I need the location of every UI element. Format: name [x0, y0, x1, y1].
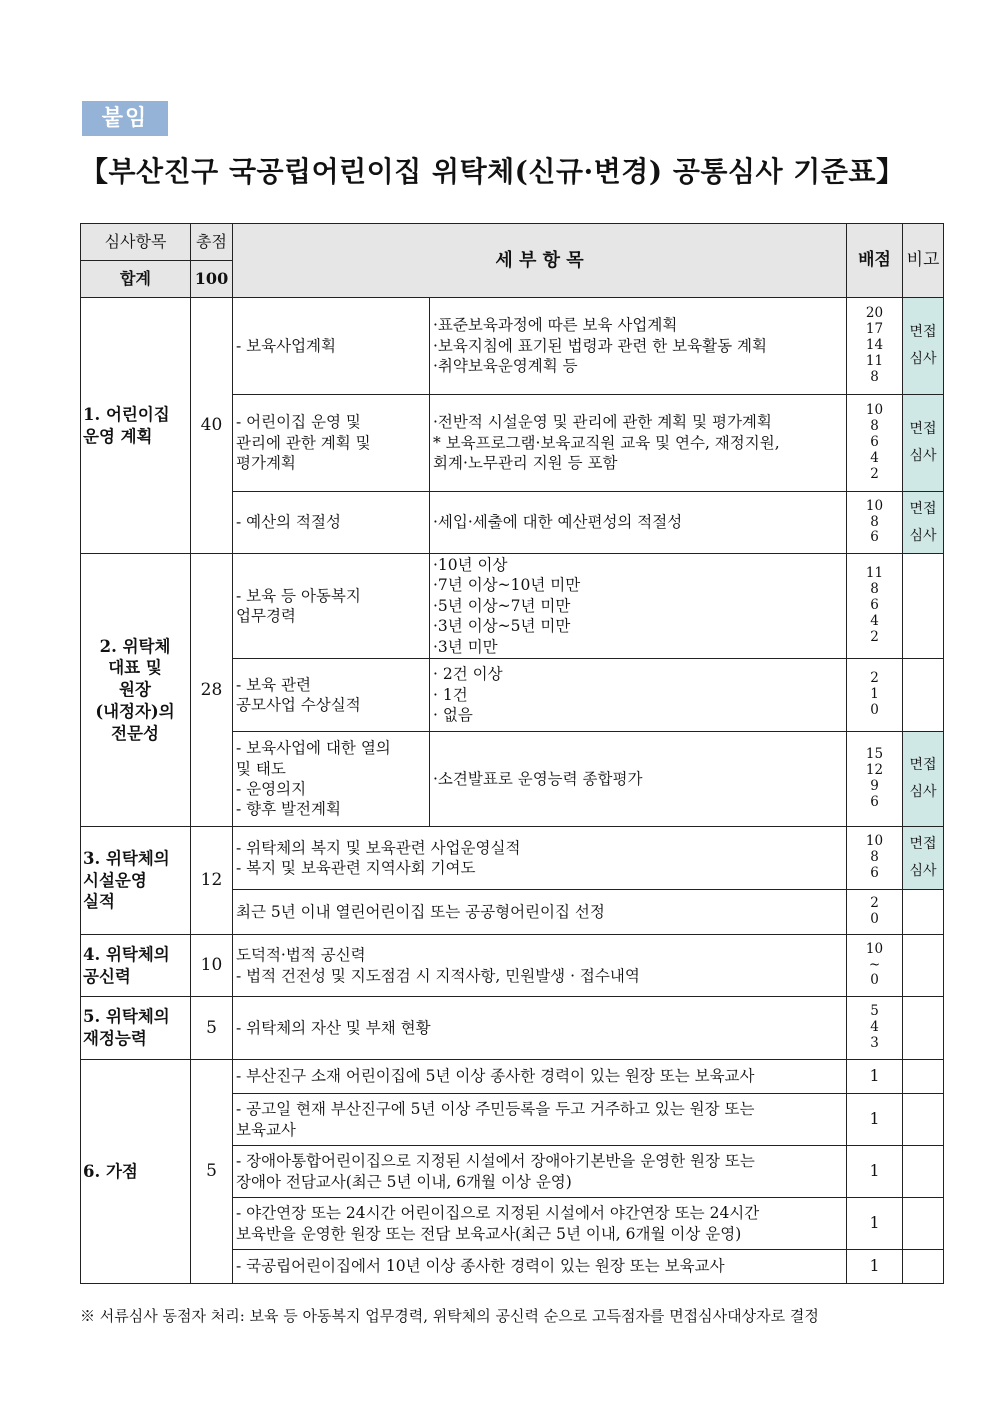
footer-note: ※ 서류심사 동점자 처리: 보육 등 아동복지 업무경력, 위탁체의 공신력 순으로 고득점자를 면접심사대상자로 결정: [80, 1307, 819, 1325]
interview-note: 면접 심사: [909, 836, 937, 879]
category-cell: [81, 997, 191, 1060]
category-cell: [81, 1060, 191, 1284]
points-cell: [847, 492, 903, 554]
points-cell: [847, 827, 903, 890]
sub-item-text: - 예산의 적절성: [236, 513, 341, 532]
points-cell: [847, 298, 903, 395]
table-row: [81, 935, 944, 997]
header-item: 심사항목: [81, 224, 191, 261]
category-cell: [81, 827, 191, 935]
table-row: [81, 1060, 944, 1094]
header-sum: 합계: [81, 261, 191, 298]
header-note: 비고: [903, 224, 944, 298]
note-cell: [903, 1198, 944, 1250]
sub-item-cell: [233, 554, 430, 659]
points-cell: [847, 1060, 903, 1094]
detail-text: ·전반적 시설운영 및 관리에 관한 계획 및 평가계획 * 보육프로그램·보육교직원 교육 및 연수, 재정지원, 회계·노무관리 지원 등 포함: [433, 413, 780, 473]
detail-text: ·세입·세출에 대한 예산편성의 적절성: [433, 513, 683, 532]
section-total: 40: [191, 298, 233, 554]
category-label: 4. 위탁체의 공신력: [83, 944, 170, 986]
sub-item-cell: [233, 732, 430, 827]
sub-item-text: - 어린이집 운영 및 관리에 관한 계획 및 평가계획: [236, 413, 371, 473]
header-points: 배점: [847, 224, 903, 298]
merged-detail-text: - 공고일 현재 부산진구에 5년 이상 주민등록을 두고 거주하고 있는 원장 또는 보육교사: [236, 1100, 755, 1139]
points-cell: [847, 395, 903, 492]
sub-item-cell: [233, 395, 430, 492]
points-value: 1: [869, 1214, 880, 1233]
sub-item-text: - 보육 관련 공모사업 수상실적: [236, 675, 361, 714]
points-cell: [847, 554, 903, 659]
category-cell: [81, 935, 191, 997]
sub-item-text: - 보육사업에 대한 열의 및 태도 - 운영의지 - 향후 발전계획: [236, 739, 391, 819]
category-label: 1. 어린이집 운영 계획: [83, 404, 170, 446]
points-value: 11 8 6 4 2: [865, 565, 884, 645]
detail-cell: [430, 492, 847, 554]
note-cell: [903, 492, 944, 554]
detail-text: ·10년 이상 ·7년 이상~10년 미만 ·5년 이상~7년 미만 ·3년 이상~5년 미만 ·3년 미만: [433, 555, 581, 656]
detail-cell: [430, 732, 847, 827]
section-total: 12: [191, 827, 233, 935]
points-value: 15 12 9 6: [865, 746, 884, 810]
merged-detail-cell: [233, 1060, 847, 1094]
points-value: 5 4 3: [870, 1003, 879, 1051]
merged-detail-cell: [233, 935, 847, 997]
points-cell: [847, 1250, 903, 1284]
points-cell: [847, 1198, 903, 1250]
criteria-table: [80, 223, 944, 1284]
section-total: 28: [191, 554, 233, 827]
merged-detail-text: - 부산진구 소재 어린이집에 5년 이상 종사한 경력이 있는 원장 또는 보육교사: [236, 1067, 755, 1086]
interview-note: 면접 심사: [909, 757, 937, 800]
detail-cell: [430, 298, 847, 395]
table-row: [81, 997, 944, 1060]
detail-cell: [430, 659, 847, 732]
points-cell: [847, 1146, 903, 1198]
detail-cell: [430, 395, 847, 492]
points-value: 1: [869, 1110, 880, 1129]
note-cell: [903, 890, 944, 935]
category-label: 5. 위탁체의 재정능력: [83, 1007, 170, 1048]
section-total: 10: [191, 935, 233, 997]
points-value: 10 8 6 4 2: [865, 402, 884, 482]
sub-item-cell: [233, 659, 430, 732]
merged-detail-cell: [233, 827, 847, 890]
sub-item-cell: [233, 298, 430, 395]
merged-detail-text: - 야간연장 또는 24시간 어린이집으로 지정된 시설에서 야간연장 또는 24시간 보육반을 운영한 원장 또는 전담 보육교사(최근 5년 이내, 6개월 이상 운영): [236, 1204, 760, 1243]
note-cell: [903, 395, 944, 492]
interview-note: 면접 심사: [909, 324, 937, 367]
merged-detail-text: - 국공립어린이집에서 10년 이상 종사한 경력이 있는 원장 또는 보육교사: [236, 1257, 725, 1276]
interview-note: 면접 심사: [909, 500, 937, 544]
note-cell: [903, 997, 944, 1060]
merged-detail-text: 도덕적·법적 공신력 - 법적 건전성 및 지도점검 시 지적사항, 민원발생 · 접수내역: [236, 946, 640, 985]
note-cell: [903, 732, 944, 827]
note-cell: [903, 827, 944, 890]
merged-detail-cell: [233, 997, 847, 1060]
points-cell: [847, 732, 903, 827]
category-label: 3. 위탁체의 시설운영 실적: [83, 848, 170, 912]
sub-item-text: - 보육사업계획: [236, 336, 337, 355]
note-cell: [903, 298, 944, 395]
merged-detail-text: - 장애아통합어린이집으로 지정된 시설에서 장애아기본반을 운영한 원장 또는 장애아 전담교사(최근 5년 이내, 6개월 이상 운영): [236, 1152, 755, 1191]
points-cell: [847, 935, 903, 997]
points-cell: [847, 1094, 903, 1146]
points-value: 1: [869, 1162, 880, 1181]
points-value: 2 1 0: [870, 670, 879, 718]
points-value: 1: [869, 1257, 880, 1276]
merged-detail-text: 최근 5년 이내 열린어린이집 또는 공공형어린이집 선정: [236, 902, 605, 921]
detail-cell: [430, 554, 847, 659]
points-value: 20 17 14 11 8: [865, 305, 884, 385]
table-row: [81, 827, 944, 890]
header-total: 총점: [191, 224, 233, 261]
table-row: [81, 298, 944, 395]
note-cell: [903, 1060, 944, 1094]
category-cell: [81, 298, 191, 554]
merged-detail-cell: [233, 1198, 847, 1250]
note-cell: [903, 1250, 944, 1284]
points-value: 10 ~ 0: [865, 940, 884, 989]
sub-item-cell: [233, 492, 430, 554]
category-label: 2. 위탁체 대표 및 원장 (내정자)의 전문성: [95, 636, 175, 743]
detail-text: ·소견발표로 운영능력 종합평가: [433, 769, 643, 788]
merged-detail-text: - 위탁체의 복지 및 보육관련 사업운영실적 - 복지 및 보육관련 지역사회 기여도: [236, 838, 521, 877]
merged-detail-cell: [233, 1146, 847, 1198]
attachment-badge: 붙임: [82, 101, 168, 136]
note-cell: [903, 659, 944, 732]
section-total: 5: [191, 1060, 233, 1284]
points-value: 2 0: [870, 895, 879, 927]
detail-text: · 2건 이상 · 1건 · 없음: [433, 665, 503, 725]
note-cell: [903, 1094, 944, 1146]
interview-note: 면접 심사: [909, 421, 937, 464]
points-value: 1: [869, 1067, 880, 1086]
header-sum-value: 100: [191, 261, 233, 298]
note-cell: [903, 554, 944, 659]
category-label: 6. 가점: [83, 1161, 138, 1181]
points-cell: [847, 890, 903, 935]
points-value: 10 8 6: [865, 497, 884, 546]
note-cell: [903, 1146, 944, 1198]
note-cell: [903, 935, 944, 997]
category-cell: [81, 554, 191, 827]
table-row: [81, 554, 944, 659]
merged-detail-text: - 위탁체의 자산 및 부채 현황: [236, 1018, 431, 1037]
header-detail: 세 부 항 목: [233, 224, 847, 298]
sub-item-text: - 보육 등 아동복지 업무경력: [236, 586, 361, 625]
page-title: 【부산진구 국공립어린이집 위탁체(신규·변경) 공통심사 기준표】: [80, 155, 905, 188]
merged-detail-cell: [233, 1094, 847, 1146]
points-value: 10 8 6: [865, 833, 884, 881]
section-total: 5: [191, 997, 233, 1060]
points-cell: [847, 997, 903, 1060]
points-cell: [847, 659, 903, 732]
detail-text: ·표준보육과정에 따른 보육 사업계획 ·보육지침에 표기된 법령과 관련 한 보육활동 계획 ·취약보육운영계획 등: [433, 316, 767, 376]
merged-detail-cell: [233, 890, 847, 935]
merged-detail-cell: [233, 1250, 847, 1284]
